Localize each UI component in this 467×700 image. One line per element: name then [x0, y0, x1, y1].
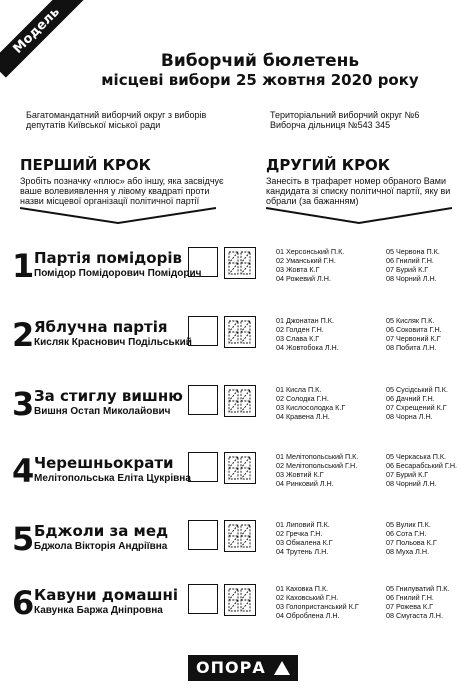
party-name: Черешньократи: [34, 454, 174, 472]
candidate-entry: 06 Бесарабський Г.Н.: [386, 461, 458, 470]
candidate-entry: 01 Липовий П.К.: [276, 520, 330, 529]
vote-checkbox[interactable]: [188, 247, 218, 277]
party-name: Яблучна партія: [34, 318, 168, 336]
digit-stencil-icon: [227, 319, 253, 350]
candidate-entry: 02 Каховський Г.Н.: [276, 593, 339, 602]
candidate-entry: 07 Бурий К.Г: [386, 470, 429, 479]
vote-checkbox[interactable]: [188, 584, 218, 614]
candidate-list-left: [276, 316, 339, 352]
candidate-entry: 06 Сота Г.Н.: [386, 529, 427, 538]
candidate-list-right: [386, 584, 450, 620]
candidate-number-stencil[interactable]: [224, 452, 256, 484]
party-number: 4: [12, 452, 35, 490]
candidate-entry: 03 Жовтий К.Г: [276, 470, 324, 479]
candidate-entry: 08 Муха Л.Н.: [386, 547, 430, 556]
candidate-number-stencil[interactable]: [224, 584, 256, 616]
digit-stencil-icon: [227, 523, 253, 554]
party-number: 2: [12, 316, 35, 354]
model-label: Модель: [0, 0, 84, 78]
candidate-entry: 01 Кисла П.К.: [276, 385, 322, 394]
digit-stencil-icon: [227, 250, 253, 281]
candidate-entry: 07 Бурий К.Г: [386, 265, 429, 274]
candidate-entry: 03 Голопристанський К.Г: [276, 602, 359, 611]
candidate-entry: 04 Жовтобока Л.Н.: [276, 343, 339, 352]
candidate-entry: 02 Солодка Г.Н.: [276, 394, 329, 403]
candidate-entry: 07 Рожева К.Г: [386, 602, 433, 611]
vote-checkbox[interactable]: [188, 452, 218, 482]
candidate-entry: 07 Польова К.Г: [386, 538, 437, 547]
digit-stencil-icon: [227, 587, 253, 618]
candidate-list-left: [276, 385, 345, 421]
party-name: Партія помідорів: [34, 249, 182, 267]
candidate-entry: 06 Гнилий Г.Н.: [386, 256, 434, 265]
candidate-entry: 02 Уманський Г.Н.: [276, 256, 336, 265]
party-row: [0, 584, 467, 632]
vote-checkbox[interactable]: [188, 520, 218, 550]
candidate-entry: 01 Джонатан П.К.: [276, 316, 334, 325]
candidate-number-stencil[interactable]: [224, 385, 256, 417]
candidate-entry: 01 Херсонський П.К.: [276, 247, 345, 256]
candidate-entry: 08 Побита Л.Н.: [386, 343, 437, 352]
party-row: [0, 316, 467, 364]
candidate-entry: 05 Черкаська П.К.: [386, 452, 447, 461]
candidate-list-right: [386, 316, 442, 352]
candidate-entry: 03 Жовта К.Г: [276, 265, 320, 274]
candidate-entry: 03 Кислосолодка К.Г: [276, 403, 346, 412]
party-number: 5: [12, 520, 35, 558]
candidate-list-left: [276, 247, 344, 283]
candidate-entry: 05 Сусідський П.К.: [386, 385, 448, 394]
step-two-instructions: Занесіть в трафарет номер обраного Вами кандидата зі списку політичної партії, яку ви обрали (за бажанням): [266, 176, 451, 206]
candidate-entry: 07 Схрещений К.Г: [386, 403, 447, 412]
step-one: [20, 156, 234, 206]
party-row: [0, 385, 467, 433]
party-leader: Вишня Остап Миколайович: [34, 406, 171, 417]
party-leader: Бджола Вікторія Андріївна: [34, 541, 168, 552]
polling-station-number: Виборча дільниця №543 345: [270, 120, 391, 130]
candidate-entry: 03 Обжалена К.Г: [276, 538, 333, 547]
ballot-title-line2: місцеві вибори 25 жовтня 2020 року: [101, 71, 419, 89]
party-leader: Помідор Помідорович Помідорич: [34, 268, 202, 279]
party-number: 3: [12, 385, 35, 423]
candidate-list-left: [276, 452, 358, 488]
digit-stencil-icon: [227, 455, 253, 486]
party-number: 6: [12, 584, 35, 622]
candidate-entry: 08 Чорний Л.Н.: [386, 274, 437, 283]
candidate-list-left: [276, 584, 359, 620]
party-name: Бджоли за мед: [34, 522, 169, 540]
candidate-number-stencil[interactable]: [224, 316, 256, 348]
vote-checkbox[interactable]: [188, 385, 218, 415]
candidate-list-right: [386, 520, 437, 556]
opora-logo-text: ОПОРА: [196, 658, 266, 677]
step-two: [266, 156, 456, 206]
step-two-arrow-icon: [266, 207, 452, 225]
party-name: Кавуни домашні: [34, 586, 178, 604]
step-one-instructions: Зробіть позначку «плюс» або іншу, яка засвідчує ваше волевиявлення у лівому квадраті проти назви місцевої організації політичної партії: [20, 176, 224, 206]
candidate-entry: 08 Чорна Л.Н.: [386, 412, 433, 421]
candidate-list-right: [386, 247, 440, 283]
party-number: 1: [12, 247, 35, 285]
digit-stencil-icon: [227, 388, 253, 419]
candidate-entry: 02 Голден Г.Н.: [276, 325, 324, 334]
party-name: За стиглу вишню: [34, 387, 183, 405]
candidate-list-left: [276, 520, 333, 556]
candidate-number-stencil[interactable]: [224, 247, 256, 279]
territorial-district: [270, 110, 467, 130]
party-leader: Кавунка Баржа Дніпровна: [34, 605, 163, 616]
candidate-entry: 02 Гречка Г.Н.: [276, 529, 323, 538]
party-leader: Мелітопольська Еліта Цукрівна: [34, 473, 191, 484]
party-row: [0, 452, 467, 500]
territorial-district-number: Територіальний виборчий округ №6: [270, 110, 420, 120]
candidate-entry: 05 Вулик П.К.: [386, 520, 431, 529]
candidate-entry: 07 Червоний К.Г: [386, 334, 441, 343]
candidate-entry: 08 Смугаста Л.Н.: [386, 611, 443, 620]
step-one-arrow-icon: [20, 207, 216, 225]
vote-checkbox[interactable]: [188, 316, 218, 346]
candidate-entry: 01 Мелітопольський П.К.: [276, 452, 359, 461]
party-leader: Кисляк Краснович Подільський: [34, 337, 192, 348]
step-two-title: ДРУГИЙ КРОК: [266, 156, 391, 174]
step-one-title: ПЕРШИЙ КРОК: [20, 156, 151, 174]
candidate-list-right: [386, 452, 457, 488]
candidate-entry: 04 Оброблена Л.Н.: [276, 611, 340, 620]
candidate-entry: 03 Слава К.Г: [276, 334, 320, 343]
candidate-entry: 06 Гнилий Г.Н.: [386, 593, 434, 602]
candidate-entry: 05 Кисляк П.К.: [386, 316, 435, 325]
multi-mandate-district: Багатомандатний виборчий округ з виборів депутатів Київської міської ради: [26, 110, 207, 130]
candidate-entry: 04 Трутень Л.Н.: [276, 547, 329, 556]
candidate-entry: 02 Мелітопольський Г.Н.: [276, 461, 358, 470]
party-row: [0, 247, 467, 295]
candidate-entry: 04 Рожевий Л.Н.: [276, 274, 331, 283]
candidate-entry: 05 Гнилуватий П.К.: [386, 584, 450, 593]
candidate-entry: 06 Дачний Г.Н.: [386, 394, 435, 403]
candidate-entry: 04 Кравена Л.Н.: [276, 412, 330, 421]
ballot-title: [60, 51, 460, 89]
candidate-entry: 05 Червона П.К.: [386, 247, 440, 256]
candidate-list-right: [386, 385, 448, 421]
candidate-entry: 01 Каховка П.К.: [276, 584, 329, 593]
triangle-logo-icon: [272, 658, 292, 678]
candidate-entry: 04 Ринковий Л.Н.: [276, 479, 334, 488]
party-row: [0, 520, 467, 568]
candidate-entry: 06 Соковита Г.Н.: [386, 325, 442, 334]
candidate-entry: 08 Чорний Л.Н.: [386, 479, 437, 488]
opora-logo: [188, 655, 298, 681]
ballot-title-line1: Виборчий бюлетень: [160, 51, 360, 71]
candidate-number-stencil[interactable]: [224, 520, 256, 552]
